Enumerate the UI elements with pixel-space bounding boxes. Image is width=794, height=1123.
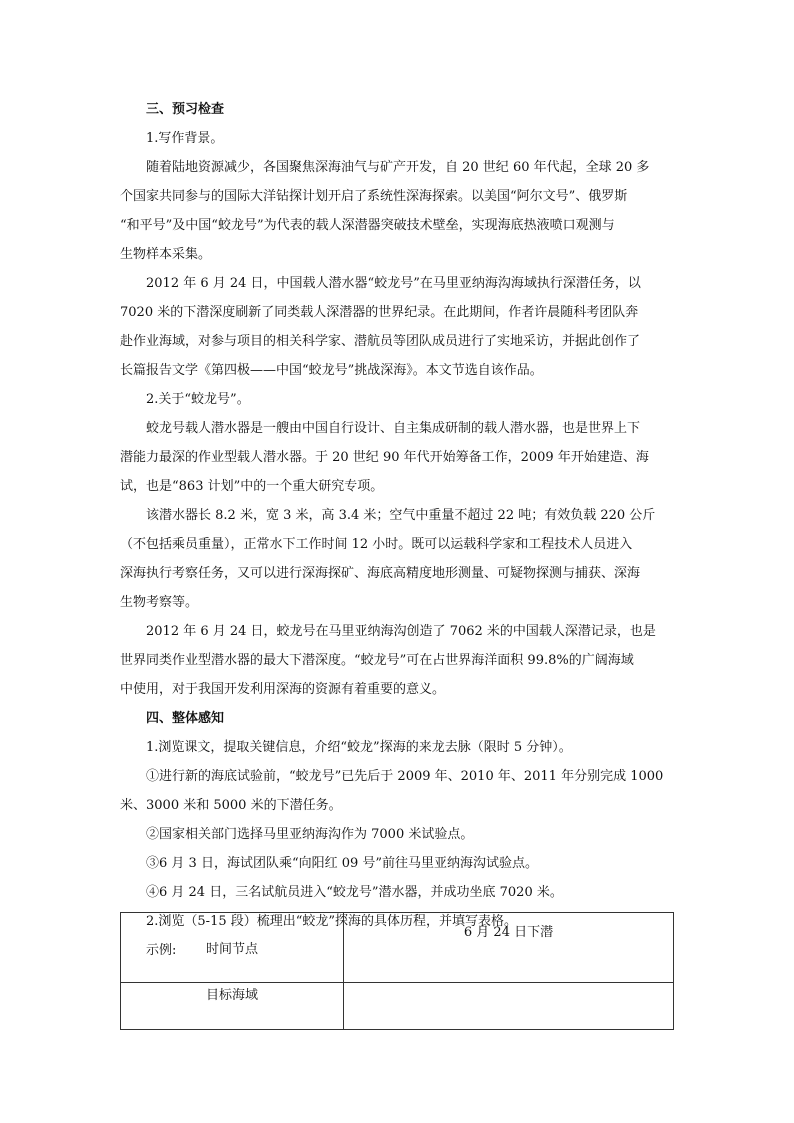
paragraph-line: 2012 年 6 月 24 日，中国载人潜水器“蛟龙号”在马里亚纳海沟海域执行深潜任务，以 (146, 276, 641, 291)
paragraph-line: （不包括乘员重量），正常水下工作时间 12 小时。既可以运载科学家和工程技术人员进入 (120, 537, 633, 552)
document-body (120, 95, 674, 965)
paragraph-line: 该潜水器长 8.2 米，宽 3 米，高 3.4 米；空气中重量不超过 22 吨；有效负载 220 公斤 (146, 508, 656, 523)
paragraph-line: 7020 米的下潜深度刷新了同类载人深潜器的世界纪录。在此期间，作者许晨随科考团队奔 (120, 305, 639, 320)
paragraph-line: 蛟龙号载人潜水器是一艘由中国自行设计、自主集成研制的载人潜水器，也是世界上下 (146, 421, 641, 436)
answer-item-4: ④6 月 24 日，三名试航员进入“蛟龙号”潜水器，并成功坐底 7020 米。 (146, 885, 563, 900)
paragraph-line: 试，也是“863 计划”中的一个重大研究专项。 (120, 479, 384, 494)
paragraph-line: 个国家共同参与的国际大洋钻探计划开启了系统性深海探索。以美国“阿尔文号”、俄罗斯 (120, 189, 628, 204)
paragraph-line: 生物样本采集。 (120, 247, 212, 262)
answer-item-1-cont: 米、3000 米和 5000 米的下潜任务。 (120, 798, 342, 813)
answer-item-3: ③6 月 3 日，海试团队乘“向阳红 09 号”前往马里亚纳海沟试验点。 (146, 856, 539, 871)
table-cell-time-value: 6 月 24 日下潜 (344, 913, 674, 983)
paragraph-line: 深海执行考察任务，又可以进行深海探矿、海底高精度地形测量、可疑物探测与捕获、深海 (120, 566, 641, 581)
paragraph-line: 2012 年 6 月 24 日，蛟龙号在马里亚纳海沟创造了 7062 米的中国载人深潜记录，也是 (146, 624, 656, 639)
answer-item-1: ①进行新的海底试验前，“蛟龙号”已先后于 2009 年、2010 年、2011 年分别完成 1000 (146, 769, 664, 784)
paragraph-line: “和平号”及中国“蛟龙号”为代表的载人深潜器突破技术壁垒，实现海底热液喷口观测与 (120, 218, 615, 233)
example-label: 示例: (146, 943, 177, 958)
paragraph-line: 随着陆地资源减少，各国聚焦深海油气与矿产开发，自 20 世纪 60 年代起，全球 20 多 (146, 160, 650, 175)
table-row (121, 983, 674, 1030)
paragraph-line: 长篇报告文学《第四极——中国“蛟龙号”挑战深海》。本文节选自该作品。 (120, 363, 543, 378)
table-row (121, 913, 674, 983)
question-1: 1.浏览课文，提取关键信息，介绍“蛟龙”探海的来龙去脉（限时 5 分钟）。 (146, 740, 572, 755)
question-2: 2.浏览（5-15 段）梳理出“蛟龙”探海的具体历程，并填写表格。 (146, 914, 518, 929)
section-heading-overall-perception: 四、整体感知 (146, 711, 225, 726)
section-heading-preview-check: 三、预习检查 (146, 102, 225, 117)
paragraph-line: 赴作业海域，对参与项目的相关科学家、潜航员等团队成员进行了实地采访，并据此创作了 (120, 334, 641, 349)
table-cell-sea-label: 目标海域 (121, 983, 344, 1030)
paragraph-line: 生物考察等。 (120, 595, 199, 610)
paragraph-line: 中使用，对于我国开发利用深海的资源有着重要的意义。 (120, 682, 446, 697)
answer-item-2: ②国家相关部门选择马里亚纳海沟作为 7000 米试验点。 (146, 827, 474, 842)
paragraph-line: 世界同类作业型潜水器的最大下潜深度。“蛟龙号”可在占世界海洋面积 99.8%的广阔海域 (120, 653, 634, 668)
table-cell-time-label: 时间节点 (121, 913, 344, 983)
paragraph-line: 潜能力最深的作业型载人潜水器。于 20 世纪 90 年代开始筹备工作，2009 年开始建造、海 (120, 450, 649, 465)
exploration-table (120, 912, 674, 1030)
table-cell-sea-value (344, 983, 674, 1030)
item-about-jiaolong: 2.关于“蛟龙号”。 (146, 392, 250, 407)
item-writing-background: 1.写作背景。 (146, 131, 224, 146)
